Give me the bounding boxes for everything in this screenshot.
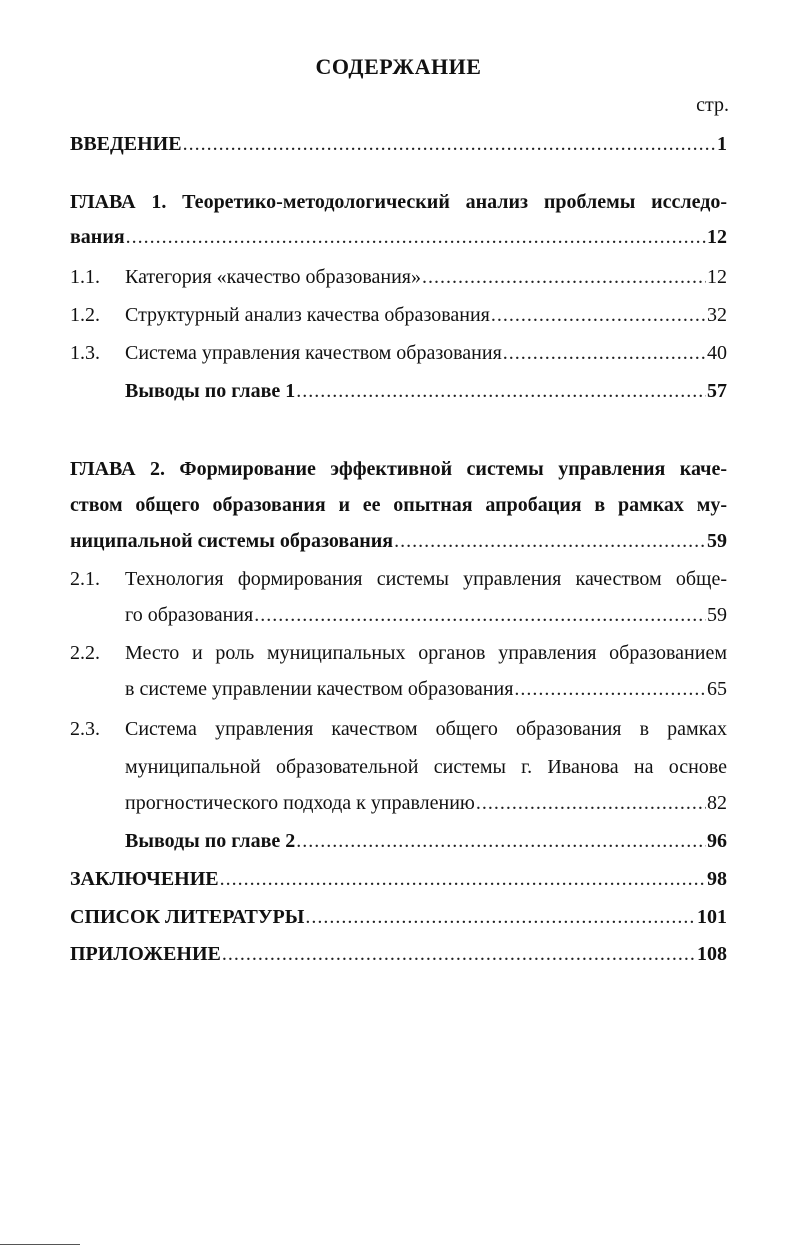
section-number: 1.1. — [70, 266, 100, 288]
entry-title: ПРИЛОЖЕНИЕ — [70, 943, 221, 965]
toc-section-2-3-line-2: муниципальной образовательной системы г. Иванова на основе — [125, 756, 727, 778]
page-column-label: стр. — [696, 94, 729, 116]
entry-page: 57 — [707, 380, 727, 402]
toc-section-1-1 — [125, 260, 727, 294]
toc-chapter-1 — [70, 220, 727, 254]
section-number: 2.3. — [70, 718, 100, 740]
dot-leader — [296, 374, 706, 408]
entry-title: вания — [70, 226, 125, 248]
dot-leader — [220, 862, 706, 896]
dot-leader — [476, 786, 706, 820]
dot-leader — [422, 260, 706, 294]
dot-leader — [503, 336, 706, 370]
toc-section-2-3 — [125, 786, 727, 820]
dot-leader — [296, 824, 706, 858]
entry-title: прогностического подхода к управлению — [125, 792, 475, 814]
entry-page: 108 — [697, 943, 727, 965]
entry-title: Структурный анализ качества образования — [125, 304, 490, 326]
section-number: 2.1. — [70, 568, 100, 590]
toc-section-2-2-line-1: Место и роль муниципальных органов управления образованием — [125, 642, 727, 664]
dot-leader — [126, 220, 706, 254]
toc-chapter-2-line-2: ством общего образования и ее опытная апробация в рамках му- — [70, 494, 727, 516]
toc-chapter-2-line-1: ГЛАВА 2. Формирование эффективной системы управления каче- — [70, 458, 727, 480]
entry-page: 59 — [707, 530, 727, 552]
entry-title: Выводы по главе 2 — [125, 830, 296, 852]
toc-chapter-1-line-1: ГЛАВА 1. Теоретико-методологический анализ проблемы исследо- — [70, 191, 727, 213]
scan-edge-rule — [0, 1244, 80, 1245]
toc-title: СОДЕРЖАНИЕ — [315, 54, 482, 79]
entry-page: 101 — [697, 906, 727, 928]
entry-page: 96 — [707, 830, 727, 852]
entry-title: ниципальной системы образования — [70, 530, 394, 552]
section-number: 2.2. — [70, 642, 100, 664]
toc-entry-references — [70, 900, 727, 934]
toc-section-2-3-line-1: Система управления качеством общего образования в рамках — [125, 718, 727, 740]
toc-entry-appendix — [70, 937, 727, 971]
entry-page: 40 — [707, 342, 727, 364]
section-number: 1.3. — [70, 342, 100, 364]
toc-section-2-2 — [125, 672, 727, 706]
toc-conclusions-chapter-2 — [125, 824, 727, 858]
dot-leader — [394, 524, 706, 558]
entry-page: 12 — [707, 226, 727, 248]
toc-entry-introduction — [70, 127, 727, 161]
dot-leader — [254, 598, 706, 632]
entry-title: го образования — [125, 604, 254, 626]
toc-entry-conclusion — [70, 862, 727, 896]
dot-leader — [491, 298, 706, 332]
entry-page: 65 — [707, 678, 727, 700]
dot-leader — [305, 900, 696, 934]
entry-page: 98 — [707, 868, 727, 890]
toc-section-2-1-line-1: Технология формирования системы управления качеством обще- — [125, 568, 727, 590]
toc-chapter-2 — [70, 524, 727, 558]
entry-title: Категория «качество образования» — [125, 266, 422, 288]
entry-page: 82 — [707, 792, 727, 814]
dot-leader — [183, 127, 716, 161]
entry-page: 1 — [717, 133, 727, 155]
entry-title: ЗАКЛЮЧЕНИЕ — [70, 868, 219, 890]
section-number: 1.2. — [70, 304, 100, 326]
entry-title: в системе управлении качеством образования — [125, 678, 514, 700]
entry-page: 12 — [707, 266, 727, 288]
dot-leader — [222, 937, 696, 971]
toc-section-1-2 — [125, 298, 727, 332]
toc-section-1-3 — [125, 336, 727, 370]
toc-conclusions-chapter-1 — [125, 374, 727, 408]
toc-section-2-1 — [125, 598, 727, 632]
entry-title: Выводы по главе 1 — [125, 380, 296, 402]
entry-title: СПИСОК ЛИТЕРАТУРЫ — [70, 906, 305, 928]
entry-title: Система управления качеством образования — [125, 342, 502, 364]
entry-page: 59 — [707, 604, 727, 626]
entry-title: ВВЕДЕНИЕ — [70, 133, 182, 155]
entry-page: 32 — [707, 304, 727, 326]
dot-leader — [514, 672, 706, 706]
